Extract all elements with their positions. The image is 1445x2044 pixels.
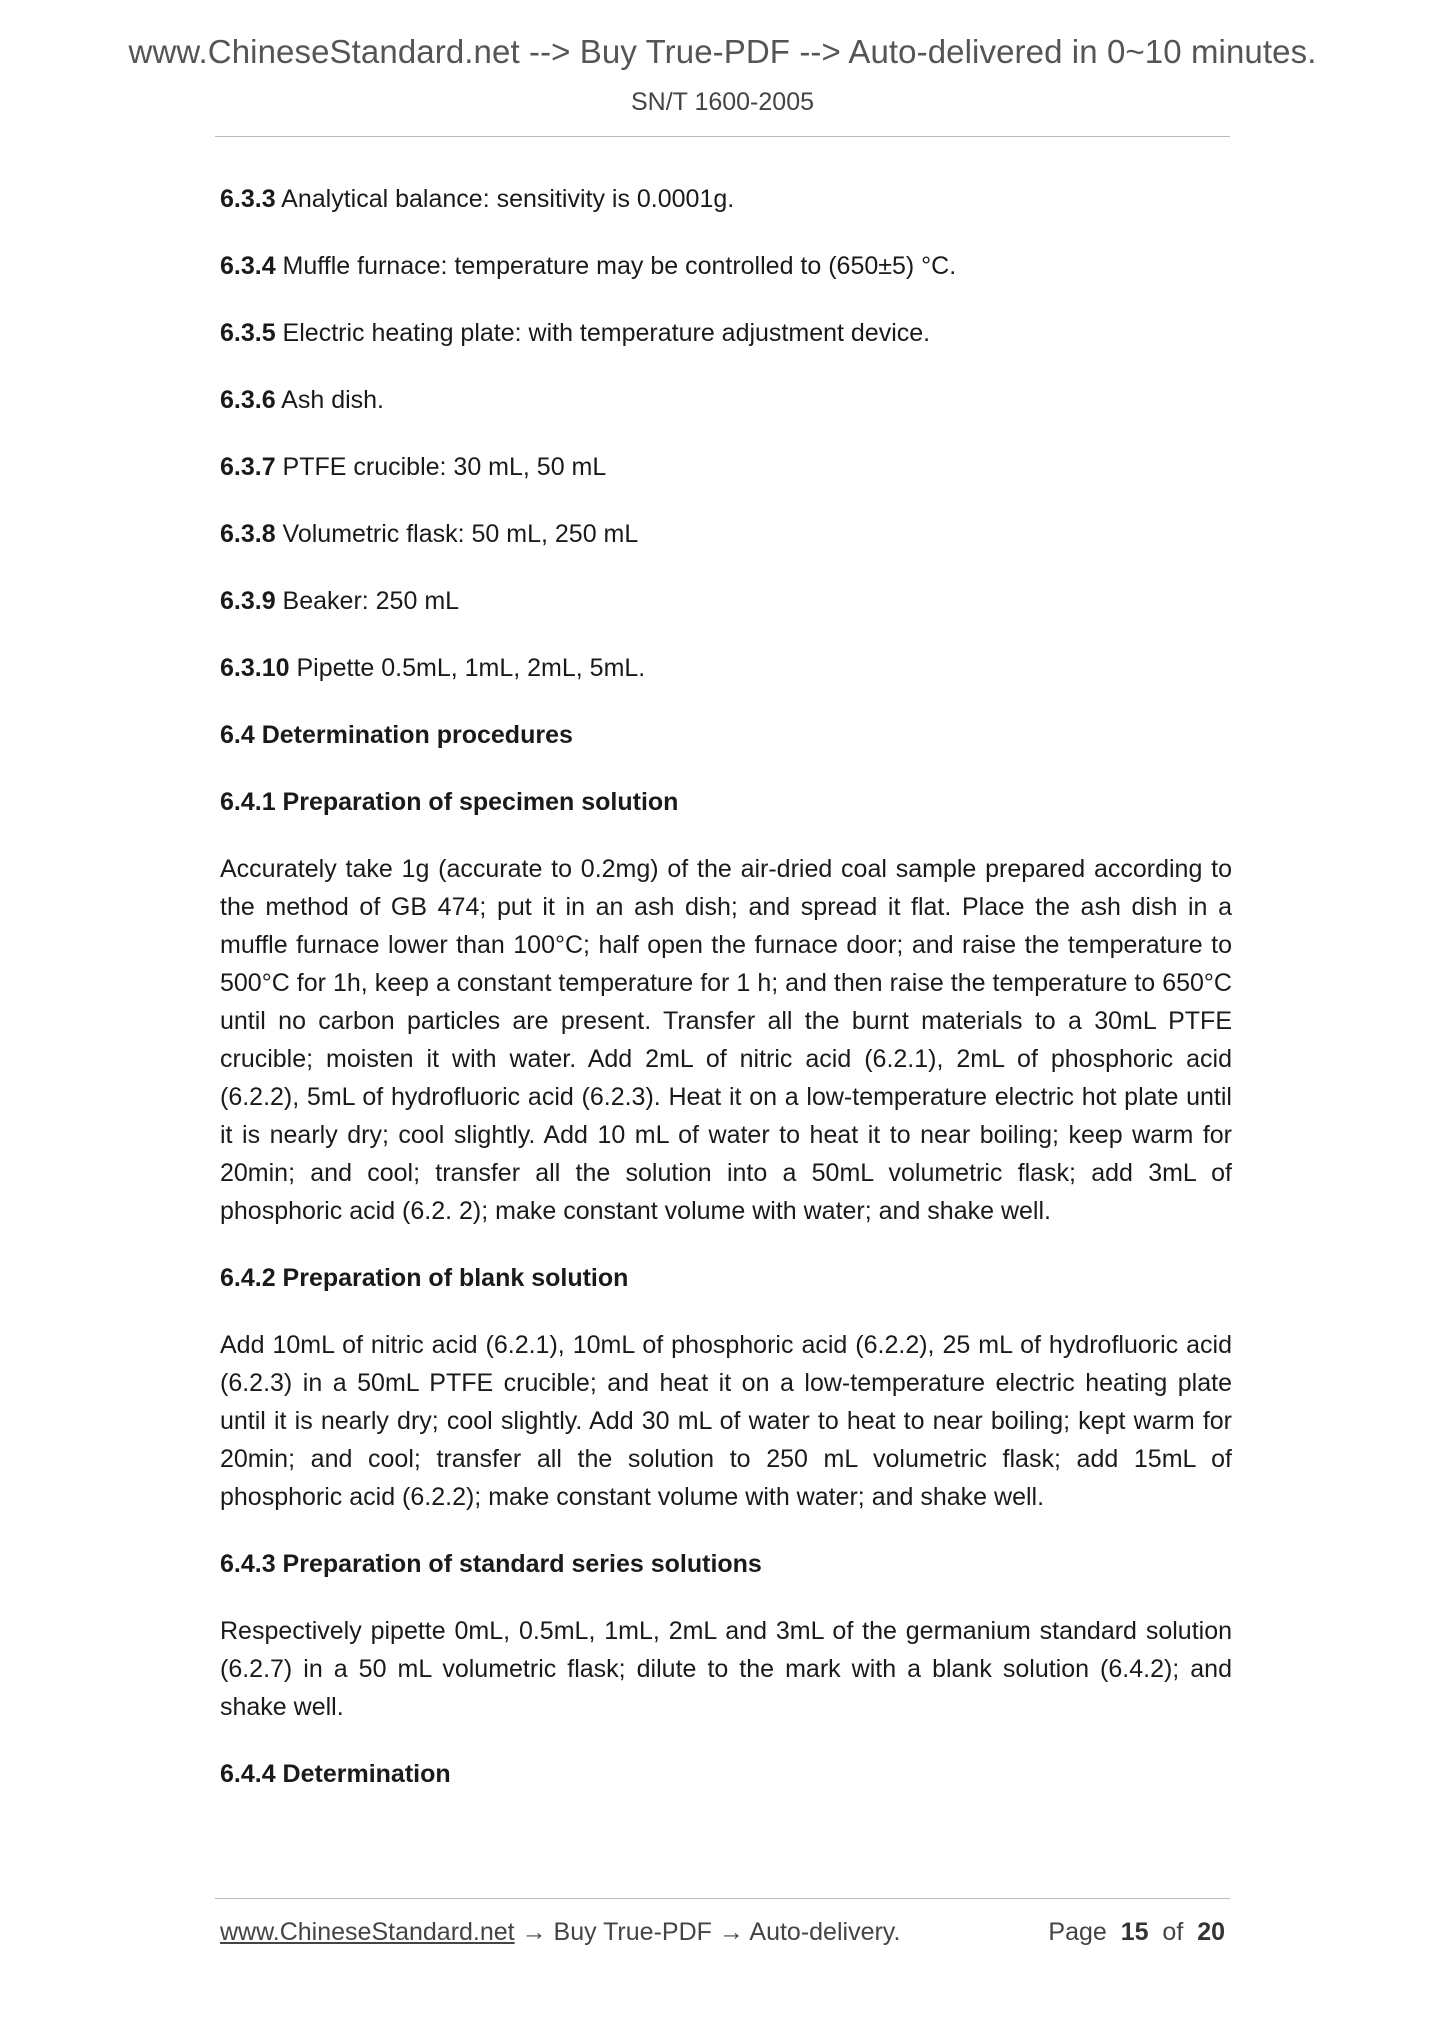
clause-number: 6.3.10 [220, 654, 290, 682]
clause-6-3-8 [220, 515, 1232, 553]
section-heading-6-4-1: 6.4.1 Preparation of specimen solution [220, 788, 679, 816]
clause-6-3-5 [220, 314, 1232, 352]
clause-number: 6.3.8 [220, 520, 276, 548]
clause-6-3-4 [220, 247, 1232, 285]
clause-text: Beaker: 250 mL [275, 587, 460, 615]
section-heading-6-4-3: 6.4.3 Preparation of standard series solutions [220, 1550, 762, 1578]
clause-text: Ash dish. [275, 386, 385, 414]
clause-number: 6.3.5 [220, 319, 276, 347]
clause-6-3-7 [220, 448, 1232, 486]
clause-number: 6.3.7 [220, 453, 276, 481]
page-of-label: of [1162, 1918, 1184, 1946]
footer-left [220, 1918, 900, 1947]
document-body [220, 180, 1232, 1822]
page-total: 20 [1197, 1918, 1225, 1946]
section-heading-6-4-4: 6.4.4 Determination [220, 1760, 451, 1788]
footer-trail-text: → Buy True-PDF → Auto-delivery. [514, 1918, 901, 1946]
page-current: 15 [1120, 1918, 1149, 1946]
footer-site-link[interactable]: www.ChineseStandard.net [220, 1918, 515, 1946]
clause-text: Muffle furnace: temperature may be controlled to (650±5) °C. [275, 252, 957, 280]
section-heading-6-4: 6.4 Determination procedures [220, 721, 573, 749]
paragraph-6-4-3: Respectively pipette 0mL, 0.5mL, 1mL, 2mL and 3mL of the germanium standard solution (6.2.7) in a 50 mL volumetric flask; dilute to the mark with a blank solution (6.4.2); and shake well. [220, 1617, 1232, 1721]
site-banner: www.ChineseStandard.net --> Buy True-PDF --> Auto-delivered in 0~10 minutes. [128, 33, 1317, 70]
clause-number: 6.3.3 [220, 185, 276, 213]
clause-6-3-3 [220, 180, 1232, 218]
clause-6-3-9 [220, 582, 1232, 620]
header-divider [215, 136, 1230, 137]
clause-text: PTFE crucible: 30 mL, 50 mL [275, 453, 607, 481]
clause-number: 6.3.6 [220, 386, 276, 414]
paragraph-6-4-1: Accurately take 1g (accurate to 0.2mg) of the air-dried coal sample prepared according to the method of GB 474; put it in an ash dish; and spread it flat. Place the ash dish in a muffle furnace lower than 100°C; half open the furnace door; and raise the temperature to 500°C for 1h, keep a constant temperature for 1 h; and then raise the temperature to 650°C until no carbon particles are present. Transfer all the burnt materials to a 30mL PTFE crucible; moisten it with water. Add 2mL of nitric acid (6.2.1), 2mL of phosphoric acid (6.2.2), 5mL of hydrofluoric acid (6.2.3). Heat it on a low-temperature electric hot plate until it is nearly dry; cool slightly. Add 10 mL of water to heat it to near boiling; keep warm for 20min; and cool; transfer all the solution into a 50mL volumetric flask; add 3mL of phosphoric acid (6.2. 2); make constant volume with water; and shake well. [220, 855, 1232, 1225]
clause-text: Volumetric flask: 50 mL, 250 mL [275, 520, 639, 548]
footer-divider [215, 1898, 1230, 1899]
clause-text: Pipette 0.5mL, 1mL, 2mL, 5mL. [289, 654, 646, 682]
clause-6-3-10 [220, 649, 1232, 687]
clause-number: 6.3.4 [220, 252, 276, 280]
page-label: Page [1048, 1918, 1107, 1946]
paragraph-6-4-2: Add 10mL of nitric acid (6.2.1), 10mL of phosphoric acid (6.2.2), 25 mL of hydrofluoric acid (6.2.3) in a 50mL PTFE crucible; and heat it on a low-temperature electric heating plate until it is nearly dry; cool slightly. Add 30 mL of water to heat to near boiling; kept warm for 20min; and cool; transfer all the solution to 250 mL volumetric flask; add 15mL of phosphoric acid (6.2.2); make constant volume with water; and shake well. [220, 1331, 1232, 1511]
clause-6-3-6 [220, 381, 1232, 419]
page-indicator [1048, 1918, 1225, 1947]
clause-number: 6.3.9 [220, 587, 276, 615]
clause-text: Electric heating plate: with temperature adjustment device. [275, 319, 931, 347]
clause-text: Analytical balance: sensitivity is 0.0001g. [275, 185, 735, 213]
standard-number: SN/T 1600-2005 [631, 88, 814, 116]
section-heading-6-4-2: 6.4.2 Preparation of blank solution [220, 1264, 629, 1292]
